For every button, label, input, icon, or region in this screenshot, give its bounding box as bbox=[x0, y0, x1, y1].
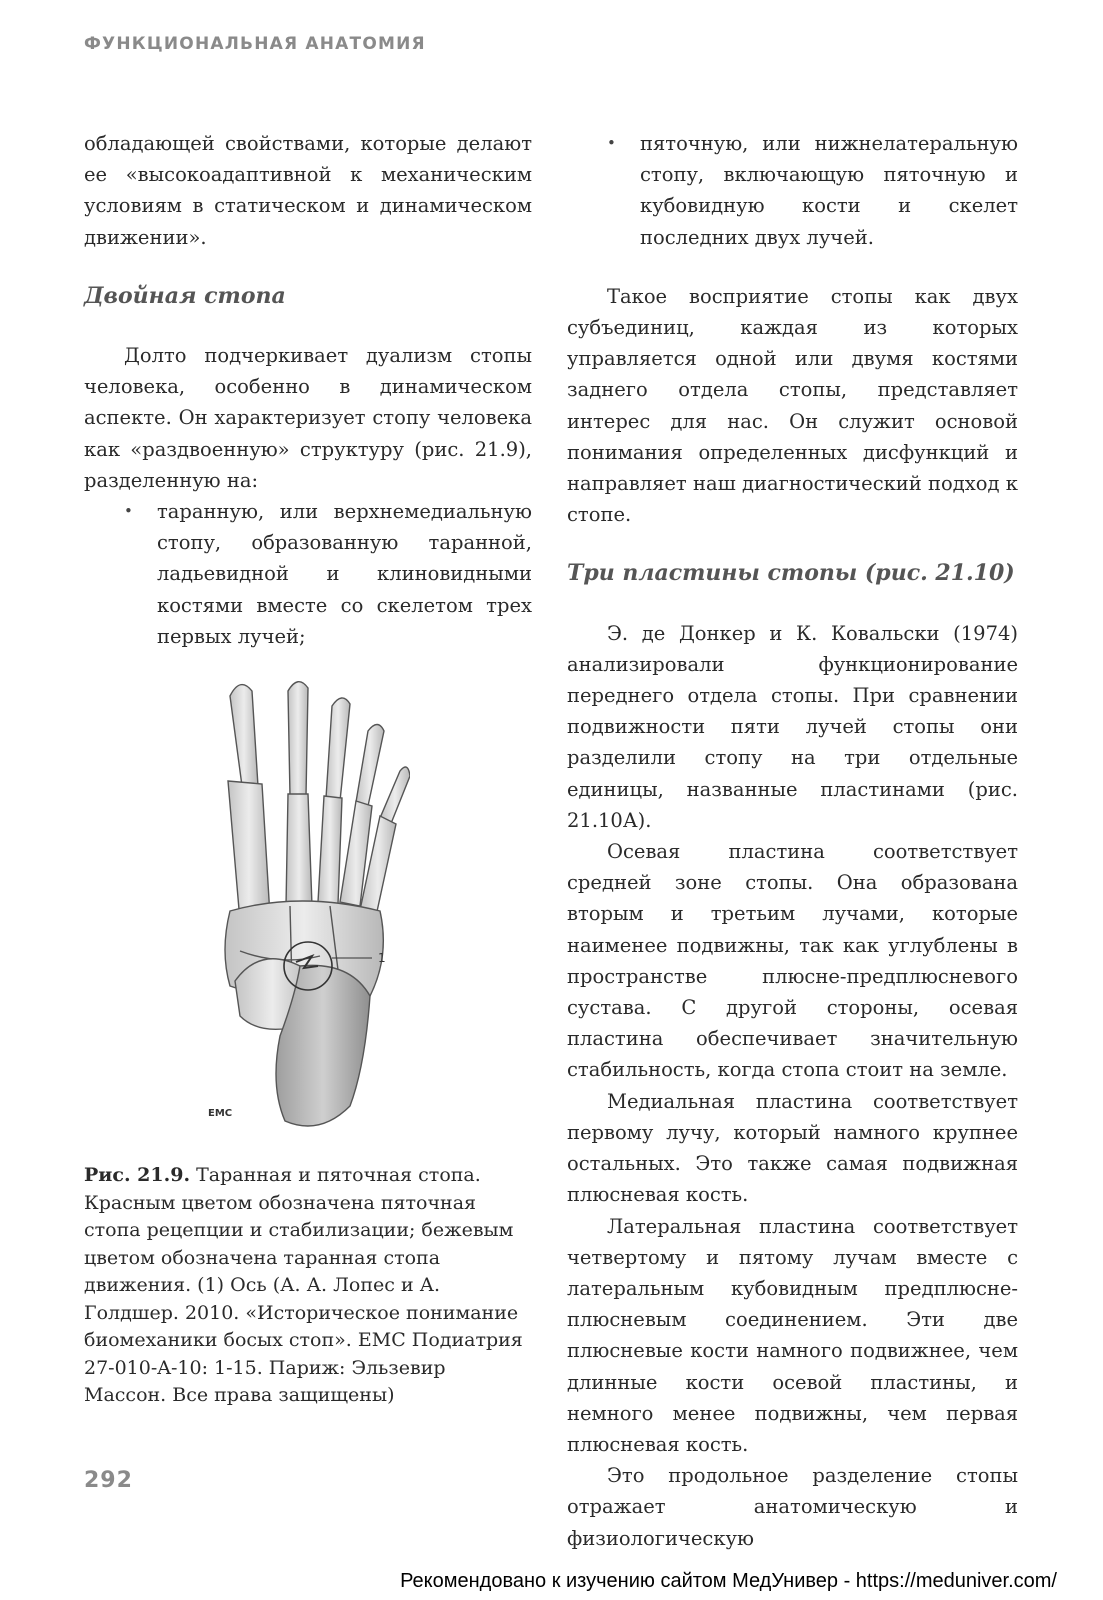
paragraph-axial-plate: Осевая пластина соответствует средней зоне стопы. Она образована вторым и третьим лучами, которые наименее подвижны, так как углублены в пространстве плюсне-предплюсневого сустава. С другой стороны, осевая пластина обеспечивает значительную стабильность, когда стопа стоит на земле. bbox=[567, 840, 1018, 1082]
page-number: 292 bbox=[84, 1468, 133, 1493]
figure-caption bbox=[84, 1162, 532, 1410]
watermark-link[interactable]: Рекомендовано к изучению сайтом МедУнивер - https://meduniver.com/ bbox=[400, 1570, 1057, 1592]
paragraph-final: Это продольное разделение стопы отражает анатомическую и физиологическую bbox=[567, 1464, 1018, 1550]
figure-callout-1: 1 bbox=[378, 951, 386, 965]
running-head: ФУНКЦИОНАЛЬНАЯ АНАТОМИЯ bbox=[84, 34, 426, 54]
paragraph-subunits: Такое восприятие стопы как двух субъединиц, каждая из которых управляется одной или двумя костями заднего отдела стопы, представляет интерес для нас. Он служит основой понимания определенных дисфункций и направляет наш диагностический подход к стопе. bbox=[567, 284, 1018, 527]
bullet-talar-foot: • таранную, или верхнемедиальную стопу, образованную таранной, ладьевидной и клиновидными костями вместе со скелетом трех первых лучей; bbox=[84, 496, 532, 652]
bullet-calcaneal-foot: • пяточную, или нижнелатеральную стопу, включающую пяточную и кубовидную кости и скелет последних двух лучей. bbox=[567, 128, 1018, 253]
right-column bbox=[567, 128, 1018, 1554]
bullet-list-left bbox=[84, 496, 532, 652]
heading-three-plates: Три пластины стопы (рис. 21.10) bbox=[567, 560, 1015, 587]
paragraph-lateral-plate: Латеральная пластина соответствует четвертому и пятому лучам вместе с латеральным кубовидным предплюсне-плюсневым соединением. Эти две плюсневые кости намного подвижнее, чем длинные кости осевой пластины, и немного менее подвижны, чем первая плюсневая кость. bbox=[567, 1214, 1018, 1456]
caption-text: Таранная и пяточная стопа. Красным цветом обозначена пяточная стопа рецепции и стабилизации; бежевым цветом обозначена таранная стопа движения. (1) Ось (А. А. Лопес и А. Голдшер. 2010. «Историческое понимание биомеханики босых стоп». EMC Подиатрия 27-010-A-10: 1-15. Париж: Эльзевир Массон. Все права защищены) bbox=[84, 1164, 523, 1406]
figure-signature-mark: EMC bbox=[208, 1108, 233, 1119]
intro-paragraph: обладающей свойствами, которые делают ее «высокоадаптивной к механическим условиям в статическом и динамическом движении». bbox=[84, 132, 532, 249]
paragraph-donker: Э. де Донкер и К. Ковальски (1974) анализировали функционирование переднего отдела стопы. При сравнении подвижности пяти лучей стопы они разделили стопу на три отдельные единицы, названные пластинами (рис. 21.10А). bbox=[567, 621, 1018, 832]
paragraph-dolto: Долто подчеркивает дуализм стопы человека, особенно в динамическом аспекте. Он характеризует стопу человека как «раздвоенную» структуру (рис. 21.9), разделенную на: bbox=[84, 344, 532, 492]
left-column bbox=[84, 128, 532, 652]
paragraph-medial-plate: Медиальная пластина соответствует первому лучу, который намного крупнее остальных. Это также самая подвижная плюсневая кость. bbox=[567, 1089, 1018, 1207]
foot-skeleton-illustration bbox=[200, 666, 410, 1146]
bullet-list-right bbox=[567, 128, 1018, 253]
caption-figure-number: Рис. 21.9. bbox=[84, 1164, 191, 1186]
heading-double-foot: Двойная стопа bbox=[84, 282, 286, 309]
figure-foot-skeleton bbox=[200, 666, 410, 1146]
